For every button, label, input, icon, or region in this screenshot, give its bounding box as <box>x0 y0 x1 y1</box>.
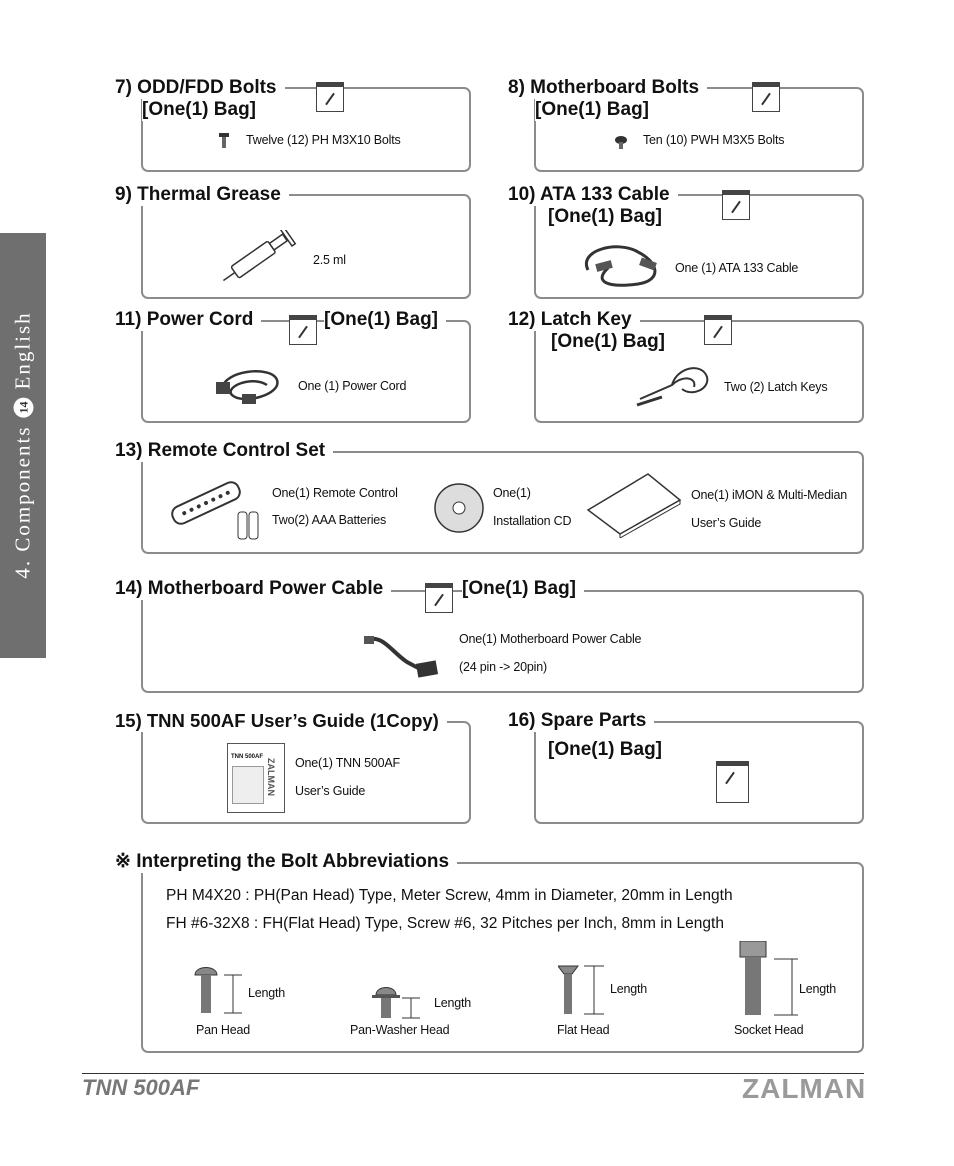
caption-tnn-guide: One(1) TNN 500AF <box>295 756 400 770</box>
cover-brand: ZALMAN <box>266 758 276 796</box>
caption-cd: One(1) <box>493 486 531 500</box>
length-label: Length <box>248 986 286 1000</box>
side-tab <box>0 233 46 658</box>
caption-ata-cable: One (1) ATA 133 Cable <box>675 261 799 275</box>
caption-latch-keys: Two (2) Latch Keys <box>724 380 828 394</box>
title-odd-fdd-bolts: 7) ODD/FDD Bolts <box>115 77 285 99</box>
box-spare-parts <box>534 721 864 824</box>
length-label: Length <box>799 982 837 996</box>
bag-icon <box>752 82 780 112</box>
title-motherboard-power-bag: [One(1) Bag] <box>462 578 584 600</box>
flat-head-label: Flat Head <box>557 1023 610 1037</box>
caption-tnn-users-guide: User’s Guide <box>295 784 366 798</box>
bag-icon <box>722 190 750 220</box>
footer-brand-logo: ZALMAN <box>742 1073 867 1104</box>
pan-head-bolt-icon <box>192 963 252 1018</box>
footer-model: TNN 500AF <box>82 1075 200 1100</box>
title-motherboard-power-cable: 14) Motherboard Power Cable <box>115 578 391 600</box>
caption-motherboard-power-cable: One(1) Motherboard Power Cable <box>459 632 642 646</box>
length-label: Length <box>434 996 472 1010</box>
caption-imon-guide: One(1) iMON & Multi-Median <box>691 488 847 502</box>
bolt-icon <box>218 133 230 149</box>
batteries-icon <box>237 508 259 540</box>
bag-icon <box>704 315 732 345</box>
caption-imon-users-guide: User’s Guide <box>691 516 762 530</box>
caption-remote-control: One(1) Remote Control <box>272 486 398 500</box>
bolt-icon <box>615 136 627 150</box>
bolt-example-ph: PH M4X20 : PH(Pan Head) Type, Meter Screw, 4mm in Diameter, 20mm in Length <box>166 887 733 904</box>
socket-head-bolt-icon <box>738 941 800 1017</box>
bolt-example-fh: FH #6-32X8 : FH(Flat Head) Type, Screw #6, 32 Pitches per Inch, 8mm in Length <box>166 915 724 932</box>
caption-installation-cd: Installation CD <box>493 514 572 528</box>
cover-image <box>232 766 264 804</box>
title-thermal-grease: 9) Thermal Grease <box>115 184 289 206</box>
caption-thermal-grease: 2.5 ml <box>313 253 346 267</box>
syringe-icon <box>212 230 302 285</box>
section-label: 4. Components <box>10 425 35 579</box>
pan-washer-bolt-icon <box>372 983 432 1023</box>
title-latch-key-bag: [One(1) Bag] <box>551 331 673 353</box>
manual-icon <box>584 470 684 538</box>
box-thermal-grease <box>141 194 471 299</box>
title-spare-parts-bag: [One(1) Bag] <box>548 739 670 761</box>
length-label: Length <box>610 982 648 996</box>
caption-batteries: Two(2) AAA Batteries <box>272 513 387 527</box>
title-remote-control-set: 13) Remote Control Set <box>115 440 333 462</box>
flat-head-bolt-icon <box>558 962 608 1018</box>
socket-head-label: Socket Head <box>734 1023 804 1037</box>
latch-key-icon <box>632 357 714 412</box>
bag-icon <box>425 583 453 613</box>
box-users-guide <box>141 721 471 824</box>
title-bolt-abbreviations: ※ Interpreting the Bolt Abbreviations <box>115 851 457 873</box>
title-odd-fdd-bag: [One(1) Bag] <box>142 99 264 121</box>
remote-control-icon <box>166 478 246 528</box>
cover-title: TNN 500AF <box>231 754 264 760</box>
page-number: 14 <box>13 398 33 418</box>
title-latch-key: 12) Latch Key <box>508 309 640 331</box>
title-ata-bag: [One(1) Bag] <box>548 206 670 228</box>
title-spare-parts: 16) Spare Parts <box>508 710 654 732</box>
motherboard-power-cable-icon <box>362 632 442 680</box>
caption-power-cord: One (1) Power Cord <box>298 379 407 393</box>
bag-icon <box>289 315 317 345</box>
users-guide-cover <box>227 743 285 813</box>
title-power-cord: 11) Power Cord <box>115 309 261 331</box>
title-users-guide: 15) TNN 500AF User’s Guide (1Copy) <box>115 710 447 732</box>
title-ata-cable: 10) ATA 133 Cable <box>508 184 678 206</box>
pan-washer-head-label: Pan-Washer Head <box>350 1023 450 1037</box>
title-motherboard-bolts: 8) Motherboard Bolts <box>508 77 707 99</box>
bag-icon <box>316 82 344 112</box>
bag-icon <box>716 761 749 803</box>
cd-icon <box>433 482 485 534</box>
power-cord-icon <box>212 360 292 410</box>
pan-head-label: Pan Head <box>196 1023 250 1037</box>
caption-odd-fdd-bolts: Twelve (12) PH M3X10 Bolts <box>246 133 401 147</box>
ata-cable-icon <box>578 240 668 290</box>
caption-pin-conversion: (24 pin -> 20pin) <box>459 660 547 674</box>
language-label: English <box>10 311 35 390</box>
side-tab-text <box>11 311 36 578</box>
caption-motherboard-bolts: Ten (10) PWH M3X5 Bolts <box>643 133 785 147</box>
title-motherboard-bag: [One(1) Bag] <box>535 99 657 121</box>
title-power-cord-bag: [One(1) Bag] <box>324 309 446 331</box>
